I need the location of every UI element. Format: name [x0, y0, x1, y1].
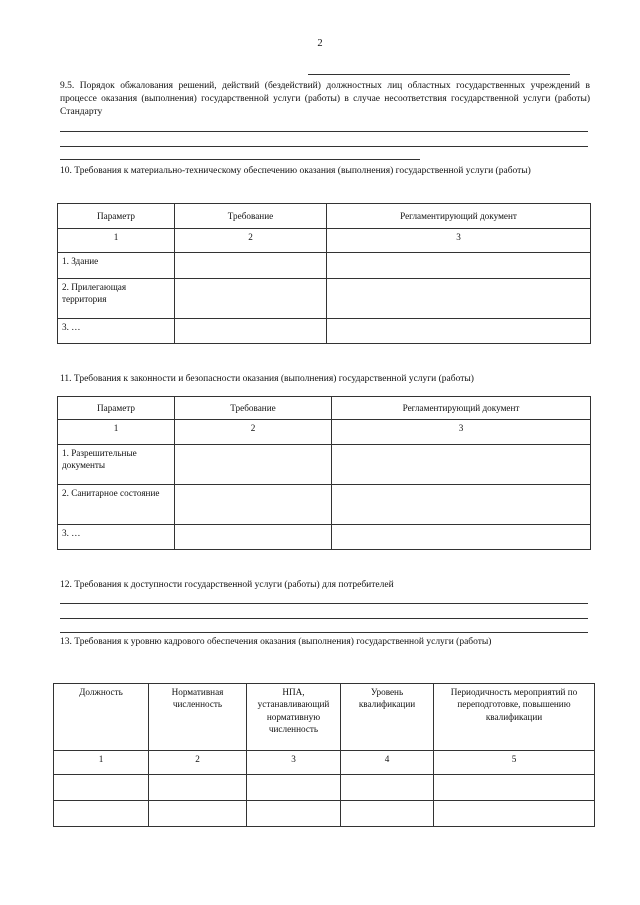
document-cell[interactable]: [332, 445, 591, 485]
table-row: [58, 319, 591, 344]
table-row: [58, 525, 591, 550]
training-frequency-cell[interactable]: [434, 775, 595, 801]
header-regulating-document: Регламентирующий документ: [327, 204, 591, 229]
page-number: 2: [317, 38, 323, 49]
section-10: [60, 165, 590, 178]
section-13-table: [53, 683, 595, 827]
blank-line-9-5-2[interactable]: [60, 146, 588, 147]
header-parameter: Параметр: [58, 204, 175, 229]
npa-cell[interactable]: [247, 775, 341, 801]
header-parameter: Параметр: [58, 397, 175, 420]
header-normative-count: Нормативная численность: [149, 684, 247, 751]
table-header-row: [54, 684, 595, 751]
document-cell[interactable]: [327, 253, 591, 279]
requirement-cell[interactable]: [175, 319, 327, 344]
table-row: [58, 445, 591, 485]
section-10-title: 10. Требования к материально-техническому обеспечению оказания (выполнения) государственной услуги (работы): [60, 166, 531, 176]
table-row: [58, 485, 591, 525]
column-number: 2: [149, 751, 247, 775]
column-number: 4: [341, 751, 434, 775]
header-qualification-level: Уровень квалификации: [341, 684, 434, 751]
column-number: 3: [332, 420, 591, 445]
column-number: 1: [58, 420, 175, 445]
document-cell[interactable]: [332, 485, 591, 525]
header-training-frequency: Периодичность мероприятий по переподготовке, повышению квалификации: [434, 684, 595, 751]
position-cell[interactable]: [54, 801, 149, 827]
section-11: [60, 373, 590, 386]
header-requirement: Требование: [175, 204, 327, 229]
header-regulating-document: Регламентирующий документ: [332, 397, 591, 420]
section-9-5-text: 9.5. Порядок обжалования решений, действий (бездействий) должностных лиц областных государственных учреждений в процессе оказания (выполнения) государственной услуги (работы) в случае несоответствия государственной услуги (работы) Стандарту: [60, 81, 590, 117]
normative-count-cell[interactable]: [149, 801, 247, 827]
document-cell[interactable]: [332, 525, 591, 550]
row-label-more: 3. …: [58, 525, 175, 550]
header-npa: НПА, устанавливающий нормативную численность: [247, 684, 341, 751]
requirement-cell[interactable]: [175, 445, 332, 485]
blank-line-12-3[interactable]: [60, 632, 588, 633]
section-12: [60, 579, 590, 592]
column-number: 5: [434, 751, 595, 775]
row-label-sanitary: 2. Санитарное состояние: [58, 485, 175, 525]
top-rule: [308, 74, 570, 75]
section-13: [60, 636, 590, 649]
blank-line-9-5-1[interactable]: [60, 131, 588, 132]
table-number-row: [58, 229, 591, 253]
section-10-table: [57, 203, 591, 344]
normative-count-cell[interactable]: [149, 775, 247, 801]
blank-line-12-1[interactable]: [60, 603, 588, 604]
section-11-table: [57, 396, 591, 550]
qualification-cell[interactable]: [341, 775, 434, 801]
requirement-cell[interactable]: [175, 485, 332, 525]
column-number: 2: [175, 229, 327, 253]
header-position: Должность: [54, 684, 149, 751]
section-12-title: 12. Требования к доступности государственной услуги (работы) для потребителей: [60, 580, 394, 590]
section-13-title: 13. Требования к уровню кадрового обеспечения оказания (выполнения) государственной услуги (работы): [60, 637, 492, 647]
npa-cell[interactable]: [247, 801, 341, 827]
row-label-territory: 2. Прилегающая территория: [58, 279, 175, 319]
blank-line-9-5-3[interactable]: [60, 159, 420, 160]
table-row: [58, 253, 591, 279]
requirement-cell[interactable]: [175, 279, 327, 319]
row-label-building: 1. Здание: [58, 253, 175, 279]
table-row: [54, 801, 595, 827]
qualification-cell[interactable]: [341, 801, 434, 827]
table-row: [54, 775, 595, 801]
table-number-row: [54, 751, 595, 775]
document-cell[interactable]: [327, 279, 591, 319]
column-number: 3: [327, 229, 591, 253]
requirement-cell[interactable]: [175, 525, 332, 550]
blank-line-12-2[interactable]: [60, 618, 588, 619]
header-requirement: Требование: [175, 397, 332, 420]
section-9-5: [60, 80, 590, 118]
position-cell[interactable]: [54, 775, 149, 801]
column-number: 3: [247, 751, 341, 775]
column-number: 2: [175, 420, 332, 445]
table-header-row: [58, 397, 591, 420]
column-number: 1: [58, 229, 175, 253]
table-header-row: [58, 204, 591, 229]
document-cell[interactable]: [327, 319, 591, 344]
column-number: 1: [54, 751, 149, 775]
requirement-cell[interactable]: [175, 253, 327, 279]
row-label-permits: 1. Разрешительные документы: [58, 445, 175, 485]
table-row: [58, 279, 591, 319]
row-label-more: 3. …: [58, 319, 175, 344]
training-frequency-cell[interactable]: [434, 801, 595, 827]
table-number-row: [58, 420, 591, 445]
section-11-title: 11. Требования к законности и безопасности оказания (выполнения) государственной услуги (работы): [60, 374, 474, 384]
